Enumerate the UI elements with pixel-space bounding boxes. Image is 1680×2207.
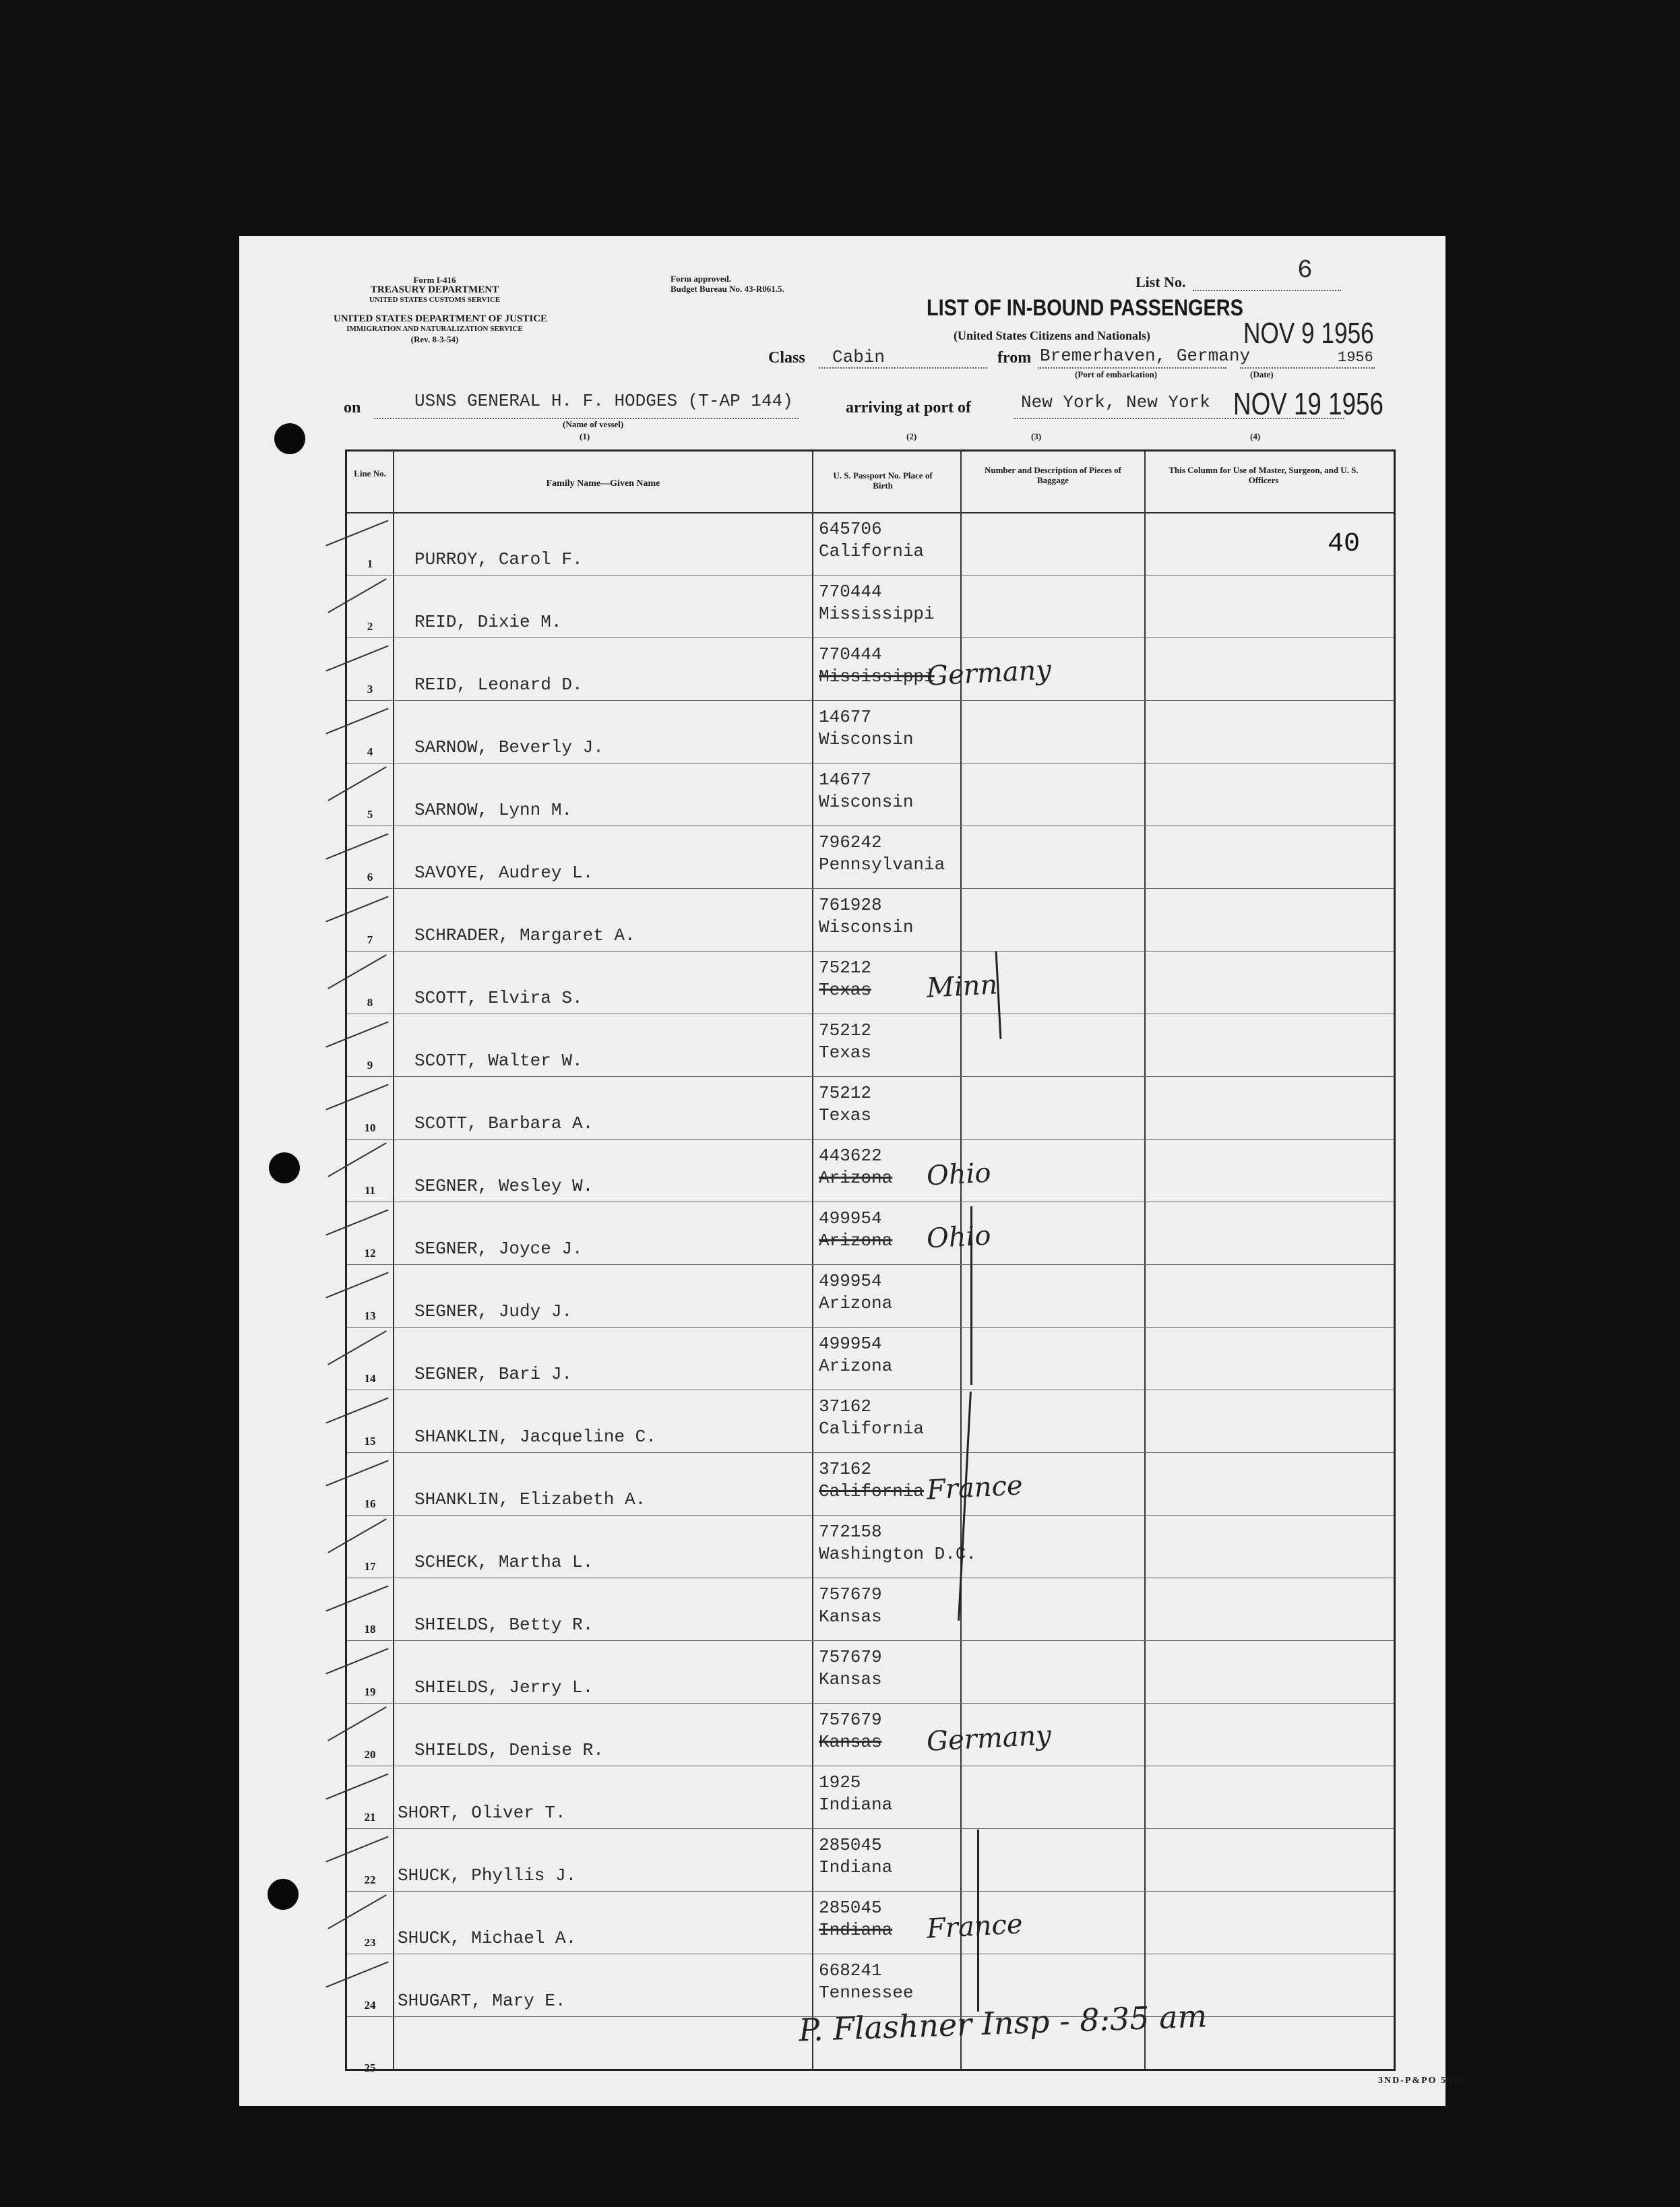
from-line [1038,367,1226,369]
punch-hole-bottom [268,1879,299,1910]
check-mark [325,1961,388,1987]
place-of-birth: Tennessee [819,1983,914,2003]
list-no-line [1193,290,1341,291]
table-row [347,512,1394,576]
list-no-value: 6 [1297,256,1313,285]
place-of-birth: California [819,1419,925,1439]
place-of-birth: Pennsylvania [819,854,945,875]
table-row [347,1014,1394,1077]
handwritten-correction: France [925,1470,1024,1506]
table-row [347,700,1394,764]
passenger-name: SCOTT, Elvira S. [414,988,583,1008]
passport-number: 1925 [819,1772,861,1793]
passenger-name: SEGNER, Joyce J. [414,1239,583,1259]
table-row [347,1891,1394,1954]
form-number: Form I-416 [413,275,456,285]
table-row [347,1515,1394,1578]
passenger-name: SEGNER, Judy J. [414,1301,573,1322]
handwritten-correction: Ohio [925,1157,992,1192]
place-of-birth: Kansas [819,1607,882,1627]
table-row [347,638,1394,701]
place-of-birth: California [819,1481,925,1501]
col-header-name: Family Name—Given Name [546,478,660,489]
punch-hole-middle [269,1152,300,1183]
place-of-birth: Texas [819,1043,872,1063]
place-of-birth: Kansas [819,1732,882,1752]
passport-number: 37162 [819,1396,872,1417]
passport-number: 285045 [819,1835,882,1855]
table-row [347,1578,1394,1641]
check-mark [325,1209,388,1235]
check-mark [325,1585,388,1611]
justice-dept: UNITED STATES DEPARTMENT OF JUSTICE [334,313,548,324]
passport-number: 75212 [819,958,872,978]
table-row [347,1390,1394,1453]
place-of-birth: California [819,541,925,561]
passport-number: 757679 [819,1584,882,1605]
passenger-name: SCHECK, Martha L. [414,1552,594,1572]
passenger-name: SCOTT, Barbara A. [414,1113,594,1133]
line-number: 5 [367,808,373,821]
place-of-birth: Mississippi [819,604,935,624]
list-title: LIST OF IN-BOUND PASSENGERS [927,295,1243,321]
passenger-name: SEGNER, Bari J. [414,1364,573,1384]
place-of-birth: Wisconsin [819,792,914,812]
place-of-birth: Indiana [819,1795,893,1815]
check-mark [325,1397,388,1423]
check-mark [328,578,387,613]
date-caption: (Date) [1250,369,1274,379]
place-of-birth: Arizona [819,1231,893,1251]
check-mark [325,520,388,546]
table-row [347,1327,1394,1390]
passenger-name: SHUGART, Mary E. [398,1991,566,2011]
passenger-name: REID, Leonard D. [414,675,583,695]
line-number: 14 [364,1372,376,1385]
check-mark [328,1706,387,1741]
arrival-stamp: NOV 19 1956 [1233,386,1383,421]
col-header-baggage: Number and Description of Pieces of Baggage [984,465,1122,485]
col-num-3: (3) [1031,431,1042,441]
passport-number: 796242 [819,832,882,852]
place-of-birth: Kansas [819,1669,882,1689]
table-row [347,1076,1394,1140]
table-row [347,1264,1394,1328]
check-mark [328,1142,387,1177]
inspector-signature: P. Flashner Insp - 8:35 am [798,1997,1208,2049]
line-number: 4 [367,745,373,758]
line-number: 9 [367,1059,373,1071]
check-mark [325,1460,388,1486]
line-number: 15 [364,1435,376,1448]
place-of-birth: Wisconsin [819,917,914,937]
bracket-shields [977,1830,979,2012]
handwritten-correction: Germany [925,1720,1052,1758]
passport-number: 499954 [819,1334,882,1354]
passport-number: 499954 [819,1208,882,1229]
passenger-name: SARNOW, Lynn M. [414,800,573,820]
handwritten-correction: France [925,1908,1024,1945]
line-number: 7 [367,933,373,946]
punch-hole-top [274,423,305,454]
line-number: 6 [367,871,373,883]
list-subtitle: (United States Citizens and Nationals) [954,329,1151,342]
table-row [347,888,1394,952]
passenger-name: SHUCK, Phyllis J. [398,1865,577,1886]
line-number: 1 [367,557,373,570]
passport-number: 14677 [819,770,872,790]
col-header-officers: This Column for Use of Master, Surgeon, and U. S. Officers [1169,465,1359,485]
table-row [347,1202,1394,1265]
passport-number: 645706 [819,519,882,539]
customs-service: UNITED STATES CUSTOMS SERVICE [369,296,501,304]
table-row [347,1828,1394,1892]
date-line [1240,367,1375,369]
check-mark [325,645,388,671]
passenger-name: SHANKLIN, Jacqueline C. [414,1427,656,1447]
table-row [347,1766,1394,1829]
vessel-name: USNS GENERAL H. F. HODGES (T-AP 144) [414,391,793,411]
handwritten-correction: Minn [925,969,999,1004]
passport-number: 772158 [819,1522,882,1542]
place-of-birth: Arizona [819,1356,893,1376]
line-number: 8 [367,996,373,1009]
arriving-label: arriving at port of [846,399,971,416]
line-number: 16 [364,1497,376,1510]
place-of-birth: Indiana [819,1857,893,1877]
ins-service: IMMIGRATION AND NATURALIZATION SERVICE [346,325,523,333]
line-number: 17 [364,1560,376,1573]
passenger-name: SHUCK, Michael A. [398,1928,577,1948]
place-of-birth: Wisconsin [819,729,914,749]
passport-number: 14677 [819,707,872,727]
vessel-caption: (Name of vessel) [563,419,624,429]
check-mark [328,1894,387,1929]
handwritten-correction: Germany [925,654,1052,692]
treasury-dept: TREASURY DEPARTMENT [370,284,499,295]
check-mark [325,1272,388,1298]
passenger-name: SHIELDS, Betty R. [414,1615,594,1635]
passport-number: 757679 [819,1710,882,1730]
passport-number: 757679 [819,1647,882,1667]
passport-number: 37162 [819,1459,872,1479]
bracket-scott [970,1206,972,1385]
printer-code: 3ND-P&PO 5637 [1378,2076,1466,2086]
place-of-birth: Mississippi [819,666,935,687]
check-mark [328,1518,387,1553]
form-block [334,275,536,305]
table-row [347,951,1394,1014]
handwritten-correction: Ohio [925,1220,992,1255]
check-mark [325,1836,388,1862]
line-number: 23 [364,1936,376,1949]
arrival-port: New York, New York [1021,392,1210,412]
passenger-name: SCOTT, Walter W. [414,1051,583,1071]
check-mark [325,1084,388,1110]
class-label: Class [768,349,805,367]
on-label: on [344,399,361,416]
passport-number: 761928 [819,895,882,915]
table-row [347,826,1394,889]
passenger-name: SHIELDS, Denise R. [414,1740,604,1760]
manifest-page [239,236,1466,2106]
line-number: 13 [364,1309,376,1322]
budget-bureau: Budget Bureau No. 43-R061.5. [671,284,784,294]
line-number: 3 [367,683,373,695]
line-number: 18 [364,1623,376,1636]
passport-number: 285045 [819,1898,882,1918]
line-number: 11 [364,1184,376,1197]
passport-number: 75212 [819,1020,872,1040]
check-mark [325,1648,388,1674]
place-of-birth: Arizona [819,1293,893,1313]
table-row [347,1139,1394,1202]
passenger-name: SAVOYE, Audrey L. [414,863,594,883]
from-label: from [997,349,1032,367]
table-row [347,575,1394,638]
check-mark [325,1773,388,1799]
check-mark [325,896,388,922]
check-mark [325,1021,388,1047]
table-row [347,1954,1394,2017]
line-number: 12 [364,1247,376,1260]
check-mark [328,1330,387,1365]
check-mark [328,766,387,801]
passenger-name: SCHRADER, Margaret A. [414,925,635,945]
date-typed: 1956 [1338,349,1373,366]
passenger-name: SHORT, Oliver T. [398,1803,566,1823]
table-row [347,1640,1394,1704]
line-number: 19 [364,1685,376,1698]
revision: (Rev. 8-3-54) [410,334,459,344]
col-num-2: (2) [906,431,917,441]
table-row [347,1703,1394,1766]
passenger-name: SARNOW, Beverly J. [414,737,604,757]
passenger-name: PURROY, Carol F. [414,549,583,569]
passenger-name: SEGNER, Wesley W. [414,1176,594,1196]
col-header-line-no: Line No. [354,468,386,478]
class-value: Cabin [832,347,885,367]
list-no-label: List No. [1135,274,1186,290]
justice-block [334,313,548,344]
line-number: 10 [364,1121,376,1134]
place-of-birth: Texas [819,980,872,1000]
officer-note: 40 [1328,529,1361,559]
check-mark [325,708,388,734]
passport-number: 668241 [819,1960,882,1981]
line-number: 21 [364,1811,376,1824]
passport-number: 75212 [819,1083,872,1103]
col-num-4: (4) [1250,431,1261,441]
line-number: 25 [364,2061,376,2074]
passport-number: 499954 [819,1271,882,1291]
line-number: 24 [364,1999,376,2012]
col-header-passport: U. S. Passport No. Place of Birth [833,470,933,491]
form-approved: Form approved. [671,274,732,284]
passenger-name: SHIELDS, Jerry L. [414,1677,594,1698]
passenger-table [345,449,1396,2074]
line-number: 2 [367,620,373,633]
passport-number: 770444 [819,582,882,602]
port-caption: (Port of embarkation) [1075,369,1158,379]
place-of-birth: Washington D.C. [819,1544,977,1564]
passenger-name: REID, Dixie M. [414,612,562,632]
place-of-birth: Indiana [819,1920,893,1940]
class-line [819,367,987,369]
approval-block [671,274,784,294]
check-mark [325,833,388,859]
from-value: Bremerhaven, Germany [1040,346,1251,366]
date-stamp: NOV 9 1956 [1243,317,1374,350]
table-row [347,1452,1394,1516]
col-num-1: (1) [580,431,590,441]
passport-number: 770444 [819,644,882,664]
place-of-birth: Arizona [819,1168,893,1188]
place-of-birth: Texas [819,1105,872,1125]
passenger-name: SHANKLIN, Elizabeth A. [414,1489,646,1510]
passport-number: 443622 [819,1146,882,1166]
check-mark [328,954,387,989]
line-number: 20 [364,1748,376,1761]
table-row [347,763,1394,826]
line-number: 22 [364,1873,376,1886]
